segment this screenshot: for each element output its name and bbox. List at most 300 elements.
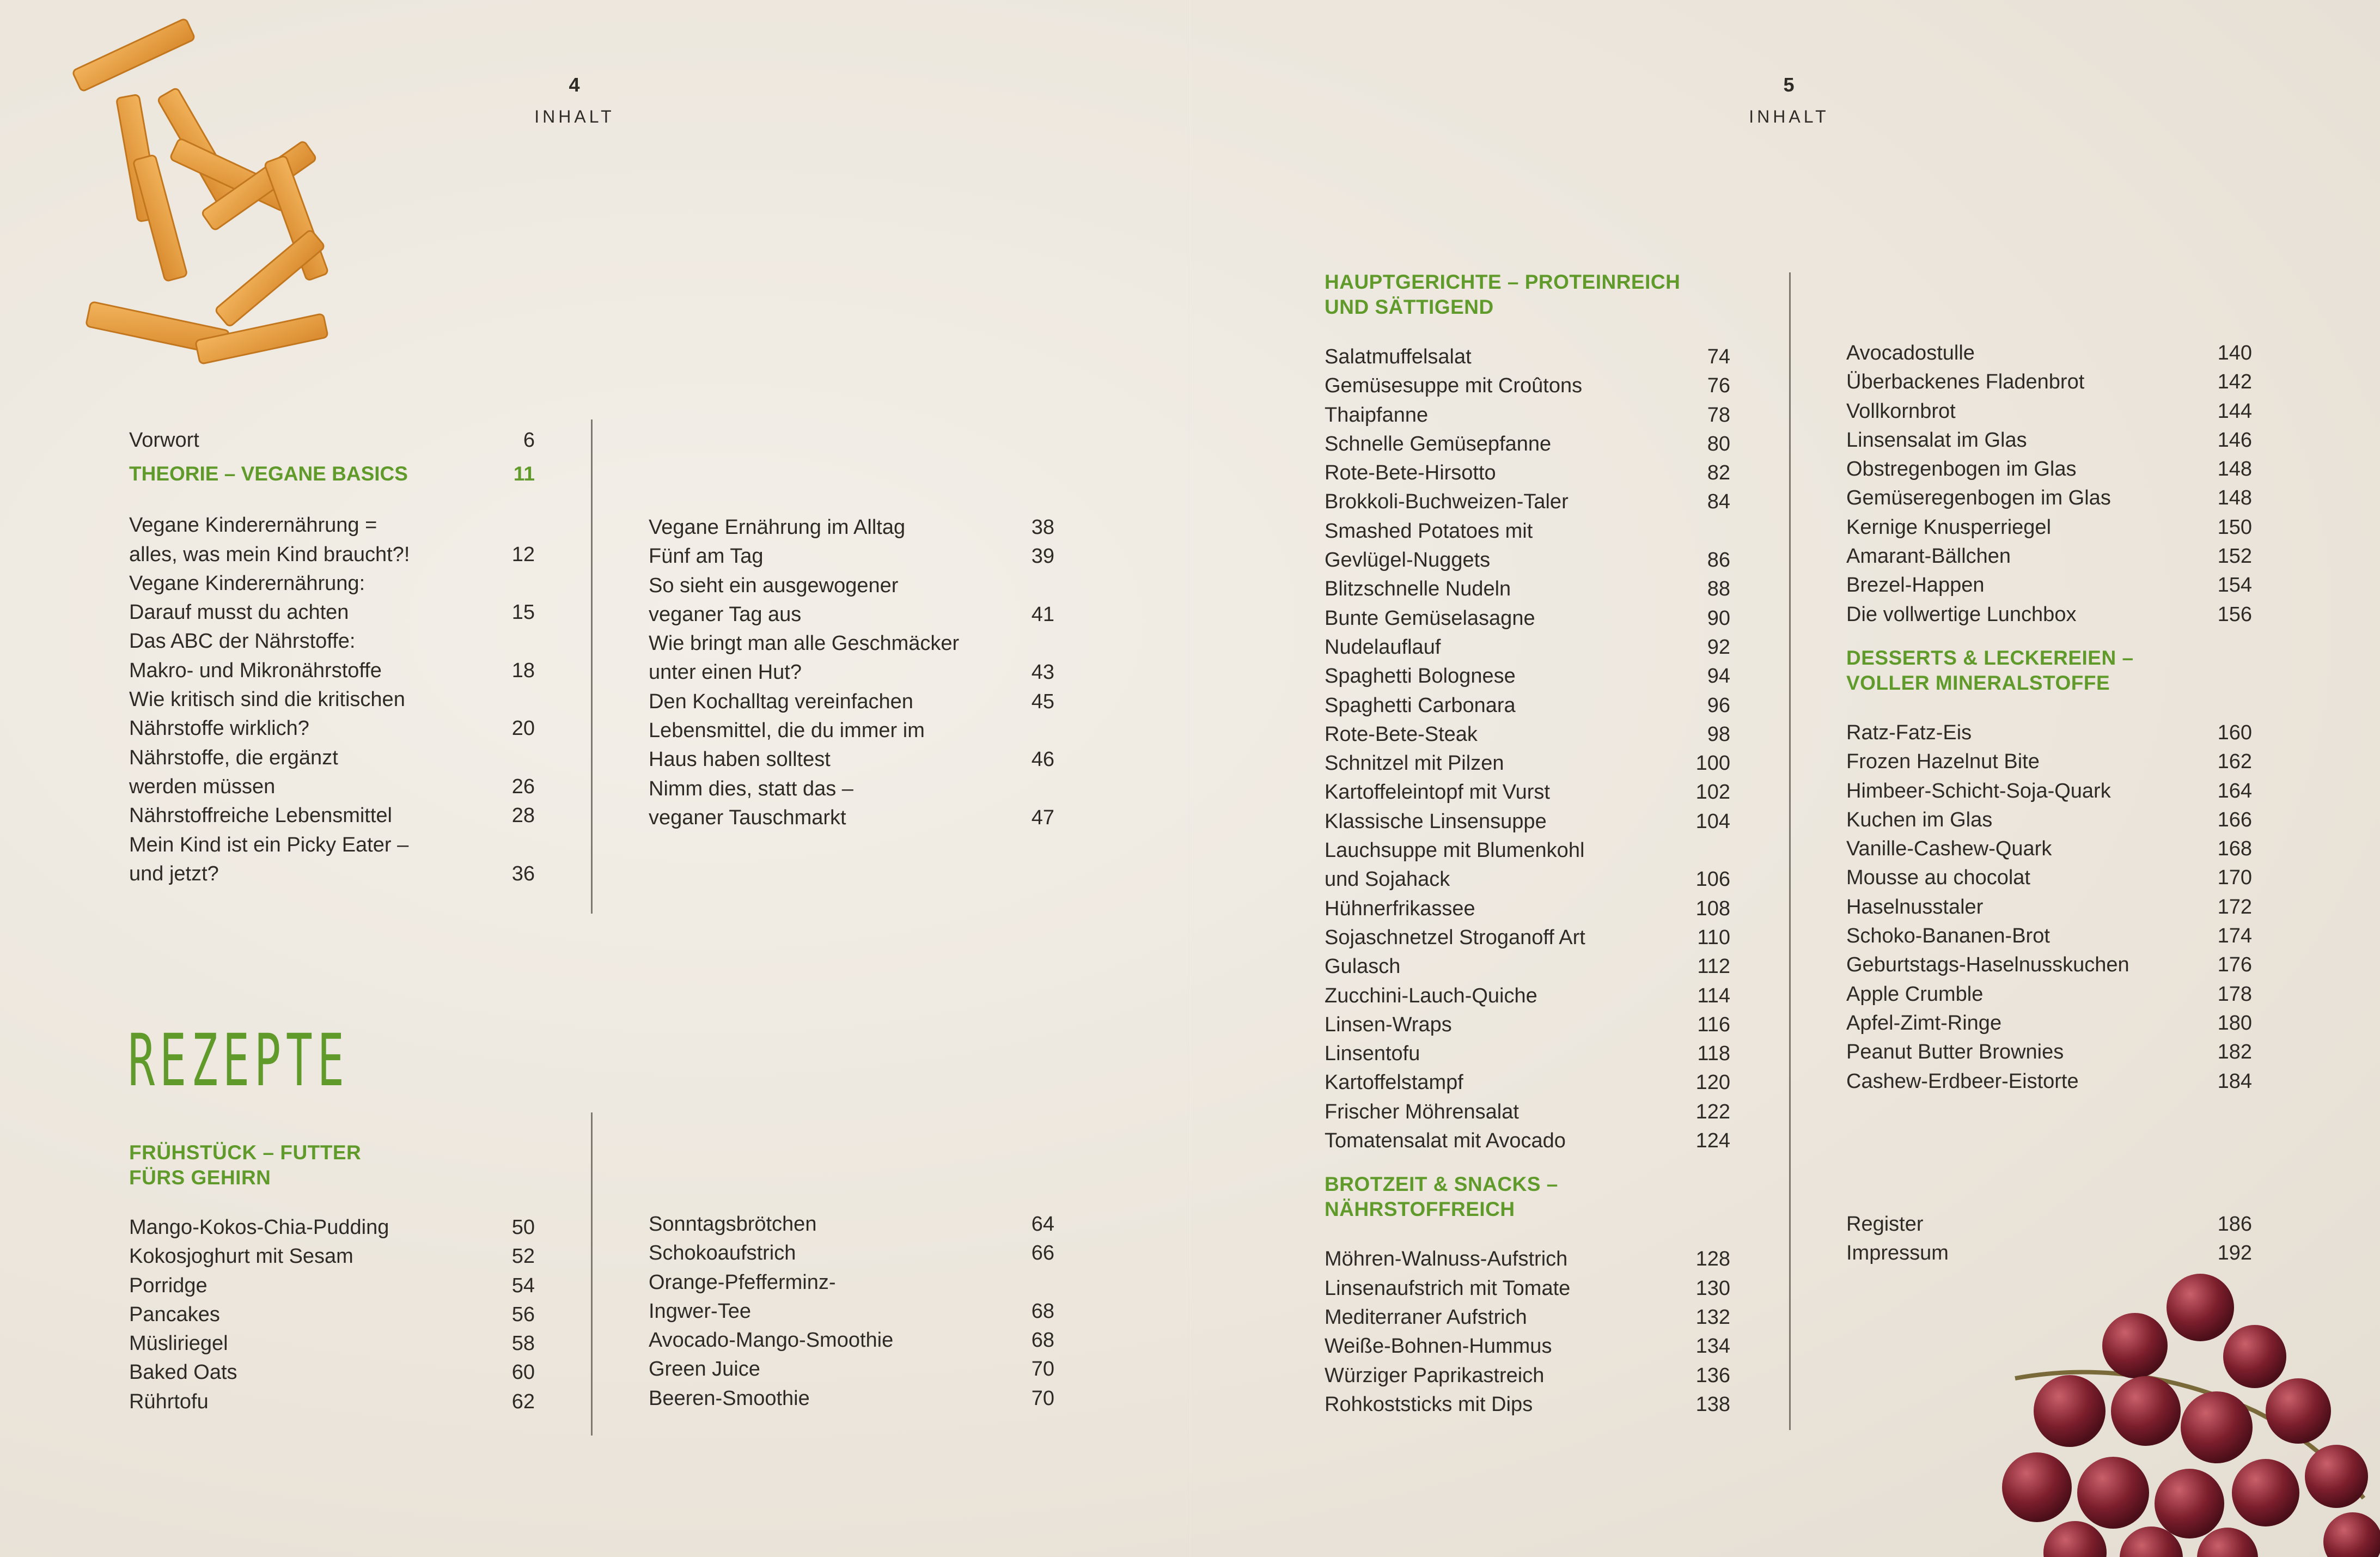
toc-entry-title: Kartoffeleintopf mit Vurst xyxy=(1325,781,1550,804)
toc-entry-title: Gemüseregenbogen im Glas xyxy=(1846,486,2111,510)
toc-entry-page: 186 xyxy=(2217,1213,2252,1236)
toc-entry xyxy=(1325,982,1730,1011)
toc-entry-title: Orange-Pfefferminz- xyxy=(649,1270,836,1294)
toc-entry-title: Nährstoffe wirklich? xyxy=(129,717,309,740)
toc-entry-title: Spaghetti Carbonara xyxy=(1325,694,1516,717)
toc-list-theory-2 xyxy=(649,513,1054,832)
toc-entry xyxy=(1325,807,1730,836)
toc-entry-title: Mein Kind ist ein Picky Eater – xyxy=(129,833,409,856)
toc-entry-title: Vollkornbrot xyxy=(1846,399,1956,423)
toc-entry xyxy=(1325,720,1730,749)
toc-entry-title: Klassische Linsensuppe xyxy=(1325,810,1547,833)
toc-entry xyxy=(129,1213,535,1242)
toc-entry xyxy=(1846,484,2252,513)
toc-entry-page: 80 xyxy=(1707,432,1730,455)
toc-entry-title: So sieht ein ausgewogener xyxy=(649,574,899,597)
toc-entry-page: 122 xyxy=(1695,1100,1730,1123)
page-number-right: 5 xyxy=(1783,74,1795,96)
toc-entry xyxy=(1325,1332,1730,1361)
toc-entry-page: 56 xyxy=(511,1303,535,1326)
section-heading-breakfast xyxy=(129,1140,535,1190)
toc-entry-page: 156 xyxy=(2217,603,2252,626)
toc-entry xyxy=(649,571,1054,600)
toc-entry-page: 45 xyxy=(1031,690,1054,713)
toc-entry-title: Green Juice xyxy=(649,1358,760,1381)
toc-entry-page: 43 xyxy=(1031,661,1054,684)
heading-line: NÄHRSTOFFREICH xyxy=(1325,1198,1515,1221)
toc-entry-title: Vorwort xyxy=(129,429,199,452)
toc-entry xyxy=(1846,426,2252,455)
toc-entry-title: Ratz-Fatz-Eis xyxy=(1846,721,1972,744)
toc-entry-title: veganer Tag aus xyxy=(649,603,802,626)
toc-entry-page: 138 xyxy=(1695,1392,1730,1416)
toc-entry xyxy=(1325,1245,1730,1274)
toc-entry-page: 112 xyxy=(1697,955,1730,978)
toc-entry-page: 74 xyxy=(1707,345,1730,368)
toc-entry xyxy=(1325,633,1730,662)
toc-entry-title: Vegane Kinderernährung: xyxy=(129,571,365,595)
toc-entry-page: 174 xyxy=(2217,925,2252,948)
toc-entry-page: 18 xyxy=(511,659,535,682)
toc-column-appendix xyxy=(1846,1210,2252,1268)
toc-entry-title: Vegane Kinderernährung = xyxy=(129,514,377,537)
toc-entry-page: 108 xyxy=(1695,897,1730,920)
toc-entry xyxy=(1325,459,1730,488)
toc-entry xyxy=(1325,1274,1730,1303)
toc-entry xyxy=(1846,571,2252,600)
toc-entry xyxy=(649,1239,1054,1268)
toc-entry-page: 96 xyxy=(1707,694,1730,717)
toc-entry xyxy=(1325,1127,1730,1155)
toc-entry xyxy=(1846,600,2252,629)
section-heading-page: 11 xyxy=(513,463,535,485)
toc-entry-title: Schnitzel mit Pilzen xyxy=(1325,752,1504,775)
toc-entry xyxy=(1846,368,2252,397)
toc-entry xyxy=(1846,806,2252,835)
toc-entry-title: Makro- und Mikronährstoffe xyxy=(129,659,382,682)
toc-entry-page: 92 xyxy=(1707,635,1730,659)
toc-entry-title: Möhren-Walnuss-Aufstrich xyxy=(1325,1248,1568,1271)
toc-entry-page: 166 xyxy=(2217,808,2252,831)
toc-entry-page: 184 xyxy=(2217,1069,2252,1093)
toc-entry-title: Avocadostulle xyxy=(1846,342,1975,364)
grape xyxy=(2223,1325,2286,1388)
toc-entry xyxy=(1846,951,2252,980)
section-heading-main xyxy=(1325,270,1730,320)
toc-entry xyxy=(1325,1361,1730,1390)
toc-entry-title: Den Kochalltag vereinfachen xyxy=(649,690,913,713)
toc-entry-page: 64 xyxy=(1031,1213,1054,1236)
toc-column-main xyxy=(1325,270,1730,1419)
toc-entry xyxy=(129,1358,535,1387)
toc-entry-title: Beeren-Smoothie xyxy=(649,1386,810,1410)
toc-entry-title: Thaipfanne xyxy=(1325,403,1429,427)
toc-entry-title: Register xyxy=(1846,1213,1924,1236)
column-rule xyxy=(1789,272,1791,1430)
toc-entry-page: 90 xyxy=(1707,606,1730,630)
heading-line: DESSERTS & LECKEREIEN – xyxy=(1846,646,2134,669)
grape xyxy=(2232,1459,2299,1526)
toc-entry-page: 136 xyxy=(1695,1364,1730,1387)
toc-entry xyxy=(129,831,535,860)
toc-entry xyxy=(649,658,1054,687)
toc-entry-title: Vanille-Cashew-Quark xyxy=(1846,837,2052,861)
toc-entry-page: 160 xyxy=(2217,721,2252,744)
grape xyxy=(2155,1469,2224,1538)
toc-entry xyxy=(1325,575,1730,604)
toc-entry-title: Mediterraner Aufstrich xyxy=(1325,1305,1527,1329)
spread-gutter xyxy=(1189,0,1190,1557)
grape xyxy=(2305,1445,2368,1508)
toc-entry xyxy=(1325,691,1730,720)
toc-entry xyxy=(1846,1009,2252,1038)
toc-entry-page: 114 xyxy=(1697,984,1730,1007)
toc-entry xyxy=(129,598,535,627)
toc-entry xyxy=(649,688,1054,716)
toc-entry-page: 100 xyxy=(1695,752,1730,775)
toc-entry-title: Haselnusstaler xyxy=(1846,895,1984,919)
toc-entry-title: und Sojahack xyxy=(1325,868,1450,891)
toc-entry-page: 172 xyxy=(2217,895,2252,919)
toc-entry xyxy=(1846,397,2252,426)
toc-entry-title: Salatmuffelsalat xyxy=(1325,345,1472,368)
toc-list-breakfast-1 xyxy=(129,1213,535,1416)
toc-entry-title: Gemüsesuppe mit Croûtons xyxy=(1325,374,1583,398)
toc-entry xyxy=(129,685,535,714)
toc-entry-page: 58 xyxy=(511,1332,535,1355)
toc-entry-page: 168 xyxy=(2217,837,2252,861)
toc-entry-page: 152 xyxy=(2217,545,2252,568)
toc-entry xyxy=(1325,952,1730,981)
toc-entry-page: 164 xyxy=(2217,779,2252,802)
toc-entry xyxy=(129,627,535,656)
toc-entry xyxy=(649,629,1054,658)
page-label-right: INHALT xyxy=(1749,107,1829,126)
toc-entry-page: 192 xyxy=(2217,1242,2252,1265)
toc-entry-title: Haus haben solltest xyxy=(649,748,831,771)
toc-entry-title: Schnelle Gemüsepfanne xyxy=(1325,432,1552,455)
toc-entry-page: 78 xyxy=(1707,403,1730,427)
toc-entry xyxy=(1325,778,1730,807)
toc-entry-title: Gevlügel-Nuggets xyxy=(1325,549,1491,572)
toc-entry xyxy=(1325,1098,1730,1127)
toc-entry-title: Wie kritisch sind die kritischen xyxy=(129,688,405,711)
toc-column-theory-1 xyxy=(129,426,535,889)
toc-entry-title: Obstregenbogen im Glas xyxy=(1846,458,2077,481)
toc-entry-title: Smashed Potatoes mit xyxy=(1325,519,1533,543)
toc-entry-title: veganer Tauschmarkt xyxy=(649,806,846,829)
toc-list-theory-1 xyxy=(129,511,535,889)
toc-entry-page: 46 xyxy=(1031,748,1054,771)
toc-entry-title: Sonntagsbrötchen xyxy=(649,1213,817,1236)
toc-entry-title: Nährstoffe, die ergänzt xyxy=(129,746,338,769)
toc-entry-page: 68 xyxy=(1031,1329,1054,1352)
toc-entry xyxy=(1325,1303,1730,1332)
toc-column-theory-2 xyxy=(649,513,1054,832)
toc-entry-title: Brezel-Happen xyxy=(1846,574,1985,597)
heading-line: FÜRS GEHIRN xyxy=(129,1166,271,1189)
toc-entry xyxy=(1846,922,2252,951)
toc-entry xyxy=(1846,719,2252,747)
toc-entry-page: 180 xyxy=(2217,1011,2252,1035)
toc-entry-page: 66 xyxy=(1031,1242,1054,1265)
toc-entry-page: 76 xyxy=(1707,374,1730,398)
toc-entry-title: Peanut Butter Brownies xyxy=(1846,1041,2064,1064)
toc-entry xyxy=(1325,546,1730,575)
toc-entry xyxy=(1325,430,1730,459)
toc-entry-title: Pancakes xyxy=(129,1303,220,1326)
toc-entry xyxy=(1325,401,1730,430)
toc-entry-title: Würziger Paprikastreich xyxy=(1325,1364,1545,1387)
toc-entry-page: 70 xyxy=(1031,1386,1054,1410)
toc-entry xyxy=(1325,923,1730,952)
toc-entry xyxy=(1325,604,1730,633)
toc-entry xyxy=(1846,542,2252,571)
grape xyxy=(2077,1457,2149,1529)
toc-entry-page: 68 xyxy=(1031,1299,1054,1323)
toc-entry-title: Mango-Kokos-Chia-Pudding xyxy=(129,1216,389,1239)
toc-entry-page: 98 xyxy=(1707,722,1730,746)
toc-entry xyxy=(1325,865,1730,894)
toc-entry-page: 15 xyxy=(511,601,535,624)
toc-entry xyxy=(1846,835,2252,863)
toc-entry-title: Kokosjoghurt mit Sesam xyxy=(129,1245,353,1268)
toc-entry-page: 182 xyxy=(2217,1041,2252,1064)
toc-entry-title: Linsen-Wraps xyxy=(1325,1013,1452,1036)
toc-entry xyxy=(1846,1038,2252,1067)
toc-entry-page: 62 xyxy=(511,1390,535,1413)
toc-entry xyxy=(1325,517,1730,546)
toc-entry-title: Fünf am Tag xyxy=(649,545,764,568)
toc-entry xyxy=(1846,1067,2252,1096)
toc-entry xyxy=(649,804,1054,832)
toc-entry xyxy=(129,511,535,540)
toc-entry-title: Cashew-Erdbeer-Eistorte xyxy=(1846,1069,2079,1093)
toc-entry-title: Nährstoffreiche Lebensmittel xyxy=(129,804,392,828)
toc-entry xyxy=(129,569,535,598)
toc-entry-title: Himbeer-Schicht-Soja-Quark xyxy=(1846,779,2111,802)
toc-entry xyxy=(1325,1390,1730,1419)
toc-entry-page: 82 xyxy=(1707,461,1730,485)
toc-entry-page: 70 xyxy=(1031,1358,1054,1381)
toc-entry-title: Ingwer-Tee xyxy=(649,1299,751,1323)
toc-entry xyxy=(1846,777,2252,806)
toc-list-main xyxy=(1325,343,1730,1155)
toc-entry-title: Rührtofu xyxy=(129,1390,209,1413)
toc-entry-title: Sojaschnetzel Stroganoff Art xyxy=(1325,926,1585,949)
toc-entry xyxy=(129,1242,535,1271)
toc-entry-page: 132 xyxy=(1695,1305,1730,1329)
toc-entry-title: Müsliriegel xyxy=(129,1332,228,1355)
toc-entry xyxy=(649,542,1054,571)
toc-entry-title: Nimm dies, statt das – xyxy=(649,777,853,800)
toc-entry-title: Frischer Möhrensalat xyxy=(1325,1100,1519,1123)
grape xyxy=(2167,1274,2234,1341)
penne-piece xyxy=(195,313,328,364)
toc-entry-title: Lauchsuppe mit Blumenkohl xyxy=(1325,839,1585,862)
toc-entry-page: 41 xyxy=(1031,603,1054,626)
toc-entry xyxy=(649,1384,1054,1413)
toc-entry-title: Bunte Gemüselasagne xyxy=(1325,606,1535,630)
toc-entry xyxy=(1846,339,2252,368)
toc-entry-title: Kernige Knusperriegel xyxy=(1846,515,2052,539)
grape xyxy=(2002,1452,2072,1522)
toc-entry-title: Frozen Hazelnut Bite xyxy=(1846,750,2040,774)
toc-list-snacks-2 xyxy=(1846,339,2252,629)
toc-entry-page: 28 xyxy=(511,804,535,828)
toc-entry xyxy=(129,773,535,801)
toc-entry-page: 120 xyxy=(1695,1071,1730,1094)
grape xyxy=(2181,1391,2253,1463)
toc-entry-title: Gulasch xyxy=(1325,955,1401,978)
toc-entry-page: 84 xyxy=(1707,490,1730,514)
toc-entry xyxy=(1325,1039,1730,1068)
toc-entry xyxy=(1846,1210,2252,1239)
toc-entry-title: Überbackenes Fladenbrot xyxy=(1846,370,2085,394)
toc-entry-page: 148 xyxy=(2217,486,2252,510)
toc-entry-page: 154 xyxy=(2217,574,2252,597)
toc-entry-title: Nudelauflauf xyxy=(1325,635,1441,659)
toc-entry xyxy=(129,744,535,773)
toc-entry-page: 106 xyxy=(1695,868,1730,891)
toc-entry xyxy=(649,716,1054,745)
toc-entry xyxy=(649,1326,1054,1355)
toc-entry-title: Linsentofu xyxy=(1325,1042,1420,1066)
toc-entry-title: Schokoaufstrich xyxy=(649,1242,796,1265)
toc-entry-page: 47 xyxy=(1031,806,1054,829)
toc-entry-page: 134 xyxy=(1695,1335,1730,1358)
toc-entry-page: 116 xyxy=(1697,1013,1730,1036)
grape xyxy=(2034,1375,2106,1447)
toc-entry xyxy=(1846,513,2252,542)
toc-entry-title: Rote-Bete-Steak xyxy=(1325,722,1478,746)
toc-entry xyxy=(649,775,1054,804)
toc-entry-page: 86 xyxy=(1707,549,1730,572)
toc-entry xyxy=(649,513,1054,542)
grape xyxy=(2266,1378,2331,1444)
toc-entry xyxy=(1325,1068,1730,1097)
toc-entry-title: Rote-Bete-Hirsotto xyxy=(1325,461,1496,485)
toc-entry-page: 146 xyxy=(2217,428,2252,452)
toc-entry-title: Lebensmittel, die du immer im xyxy=(649,719,925,743)
toc-column-breakfast-1 xyxy=(129,1140,535,1416)
toc-entry xyxy=(1846,1239,2252,1268)
toc-entry-title: Wie bringt man alle Geschmäcker xyxy=(649,632,960,655)
toc-entry-page: 26 xyxy=(511,775,535,798)
toc-entry xyxy=(1325,343,1730,372)
penne-piece xyxy=(72,18,195,92)
heading-line: BROTZEIT & SNACKS – xyxy=(1325,1173,1558,1196)
toc-entry xyxy=(1846,747,2252,776)
toc-entry-page: 130 xyxy=(1695,1276,1730,1300)
toc-entry-title: Vegane Ernährung im Alltag xyxy=(649,516,906,539)
toc-entry xyxy=(1846,893,2252,922)
toc-entry xyxy=(1325,372,1730,400)
toc-entry-title: unter einen Hut? xyxy=(649,661,802,684)
toc-entry-title: und jetzt? xyxy=(129,862,219,885)
toc-entry-page: 52 xyxy=(511,1245,535,1268)
toc-entry xyxy=(1846,863,2252,892)
toc-entry-page: 170 xyxy=(2217,866,2252,890)
toc-entry-title: alles, was mein Kind braucht?! xyxy=(129,543,410,566)
toc-entry-title: Linsenaufstrich mit Tomate xyxy=(1325,1276,1571,1300)
toc-entry-title: Apfel-Zimt-Ringe xyxy=(1846,1011,2002,1035)
toc-entry-page: 162 xyxy=(2217,750,2252,774)
toc-entry-title: Darauf musst du achten xyxy=(129,601,349,624)
toc-entry-page: 150 xyxy=(2217,515,2252,539)
toc-entry xyxy=(649,745,1054,774)
page-label-left: INHALT xyxy=(534,107,615,126)
toc-entry-page: 118 xyxy=(1697,1042,1730,1066)
page-number-left: 4 xyxy=(569,74,581,96)
section-heading-desserts xyxy=(1846,646,2252,696)
toc-entry xyxy=(129,801,535,830)
toc-entry xyxy=(649,1355,1054,1384)
section-heading-theory xyxy=(129,459,535,488)
toc-entry xyxy=(129,426,535,455)
toc-entry xyxy=(1325,488,1730,516)
toc-entry xyxy=(1846,455,2252,484)
toc-entry-page: 20 xyxy=(511,717,535,740)
toc-entry-title: Impressum xyxy=(1846,1242,1949,1265)
toc-entry-page: 39 xyxy=(1031,545,1054,568)
toc-entry-title: Schoko-Bananen-Brot xyxy=(1846,925,2050,948)
toc-entry-page: 94 xyxy=(1707,665,1730,688)
toc-entry-title: Linsensalat im Glas xyxy=(1846,428,2027,452)
toc-entry-title: Avocado-Mango-Smoothie xyxy=(649,1329,894,1352)
toc-entry xyxy=(129,1388,535,1416)
toc-entry-page: 144 xyxy=(2217,399,2252,423)
toc-entry xyxy=(129,1300,535,1329)
toc-entry xyxy=(1325,749,1730,778)
section-heading-title: THEORIE – VEGANE BASICS xyxy=(129,463,408,485)
toc-entry-title: Hühnerfrikassee xyxy=(1325,897,1475,920)
toc-entry xyxy=(129,1272,535,1300)
toc-entry-title: Porridge xyxy=(129,1274,208,1297)
toc-entry xyxy=(1325,836,1730,865)
toc-entry-title: Apple Crumble xyxy=(1846,982,1984,1006)
penne-pasta-image xyxy=(54,11,381,392)
heading-line: HAUPTGERICHTE – PROTEINREICH xyxy=(1325,271,1681,293)
toc-list-breakfast-2 xyxy=(649,1210,1054,1413)
toc-entry-page: 88 xyxy=(1707,577,1730,601)
toc-list-intro xyxy=(129,426,535,455)
toc-entry xyxy=(129,540,535,569)
toc-entry-page: 128 xyxy=(1695,1248,1730,1271)
toc-entry-title: Spaghetti Bolognese xyxy=(1325,665,1516,688)
toc-entry xyxy=(129,656,535,685)
toc-entry xyxy=(1325,1011,1730,1039)
toc-entry-page: 148 xyxy=(2217,458,2252,481)
grape xyxy=(2043,1521,2107,1557)
toc-entry-title: Die vollwertige Lunchbox xyxy=(1846,603,2077,626)
toc-list-desserts xyxy=(1846,719,2252,1096)
toc-entry-title: Weiße-Bohnen-Hummus xyxy=(1325,1335,1552,1358)
toc-entry-title: Mousse au chocolat xyxy=(1846,866,2030,890)
grape xyxy=(2111,1376,2181,1446)
toc-entry xyxy=(649,1297,1054,1326)
heading-line: VOLLER MINERALSTOFFE xyxy=(1846,671,2110,694)
toc-entry-title: Kartoffelstampf xyxy=(1325,1071,1463,1094)
toc-entry xyxy=(649,1210,1054,1239)
toc-entry xyxy=(1325,662,1730,691)
toc-entry-page: 142 xyxy=(2217,370,2252,394)
toc-entry-title: Baked Oats xyxy=(129,1361,237,1384)
toc-entry-page: 140 xyxy=(2217,342,2252,364)
toc-entry-title: Das ABC der Nährstoffe: xyxy=(129,630,356,653)
toc-entry-page: 124 xyxy=(1695,1129,1730,1153)
toc-entry-title: Rohkoststicks mit Dips xyxy=(1325,1392,1533,1416)
